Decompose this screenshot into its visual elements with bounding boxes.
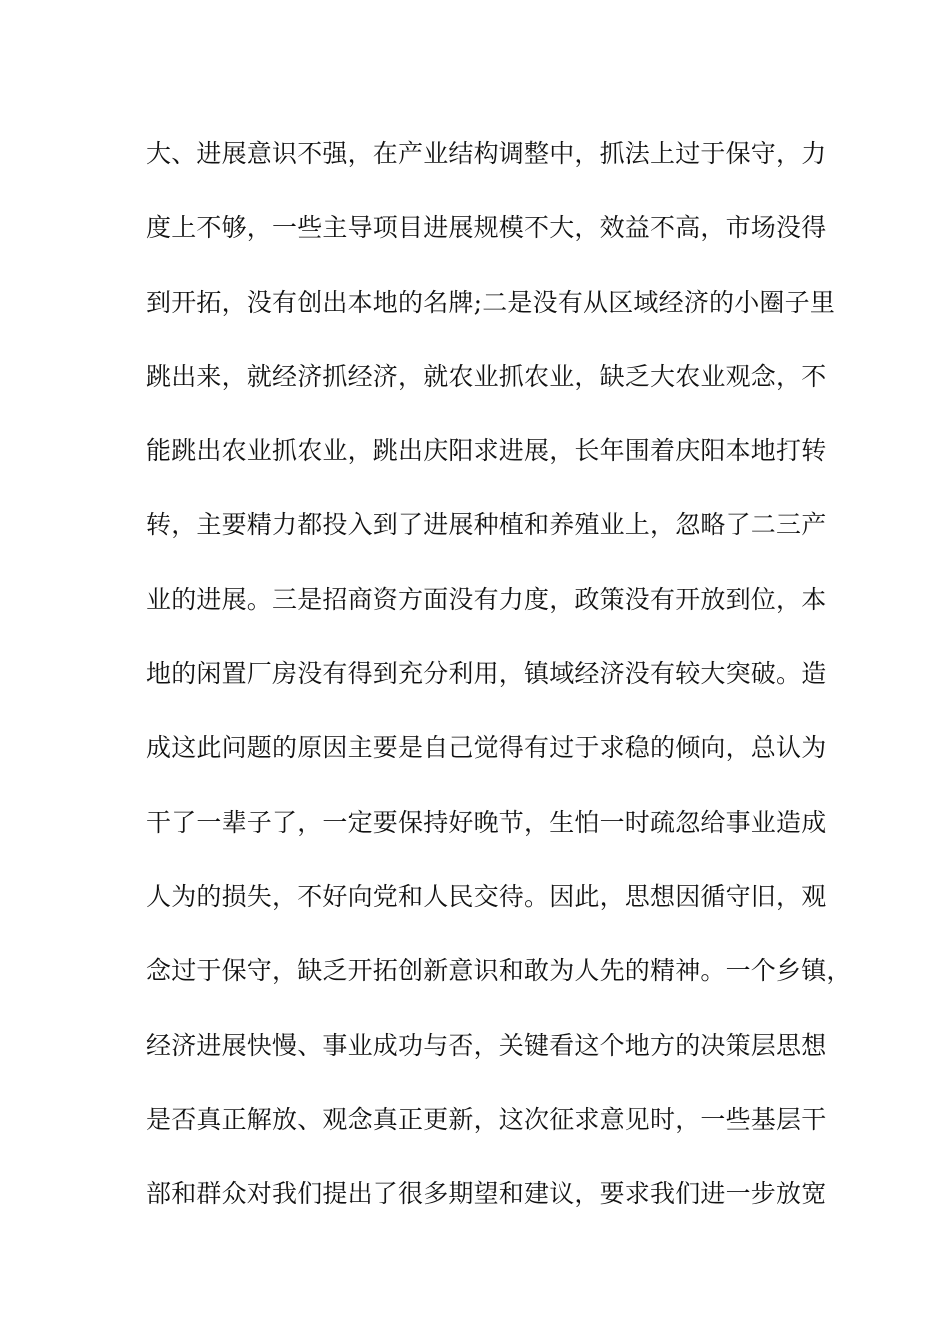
text-line: 部和群众对我们提出了很多期望和建议，要求我们进一步放宽	[146, 1179, 827, 1209]
body-text	[146, 132, 852, 1246]
text-line: 能跳出农业抓农业，跳出庆阳求进展，长年围着庆阳本地打转	[146, 436, 827, 466]
text-line: 大、进展意识不强，在产业结构调整中，抓法上过于保守，力	[146, 139, 827, 168]
text-line: 人为的损失，不好向党和人民交待。因此，思想因循守旧，观	[146, 881, 827, 911]
text-line: 是否真正解放、观念真正更新，这次征求意见时，一些基层干	[146, 1104, 827, 1134]
text-line: 地的闲置厂房没有得到充分利用，镇域经济没有较大突破。造	[146, 659, 827, 689]
text-line: 度上不够，一些主导项目进展规模不大，效益不高，市场没得	[146, 213, 827, 243]
text-line: 念过于保守，缺乏开拓创新意识和敢为人先的精神。一个乡镇，	[146, 956, 852, 986]
text-line: 到开拓，没有创出本地的名牌;二是没有从区域经济的小圈子里	[146, 287, 836, 317]
text-line: 经济进展快慢、事业成功与否，关键看这个地方的决策层思想	[146, 1030, 827, 1060]
text-line: 干了一辈子了，一定要保持好晚节，生怕一时疏忽给事业造成	[146, 807, 827, 837]
text-line: 业的进展。三是招商资方面没有力度，政策没有开放到位，本	[146, 584, 827, 614]
text-line: 转，主要精力都投入到了进展种植和养殖业上，忽略了二三产	[146, 510, 827, 540]
text-line: 跳出来，就经济抓经济，就农业抓农业，缺乏大农业观念，不	[146, 361, 827, 391]
text-line: 成这此问题的原因主要是自己觉得有过于求稳的倾向，总认为	[146, 733, 827, 763]
